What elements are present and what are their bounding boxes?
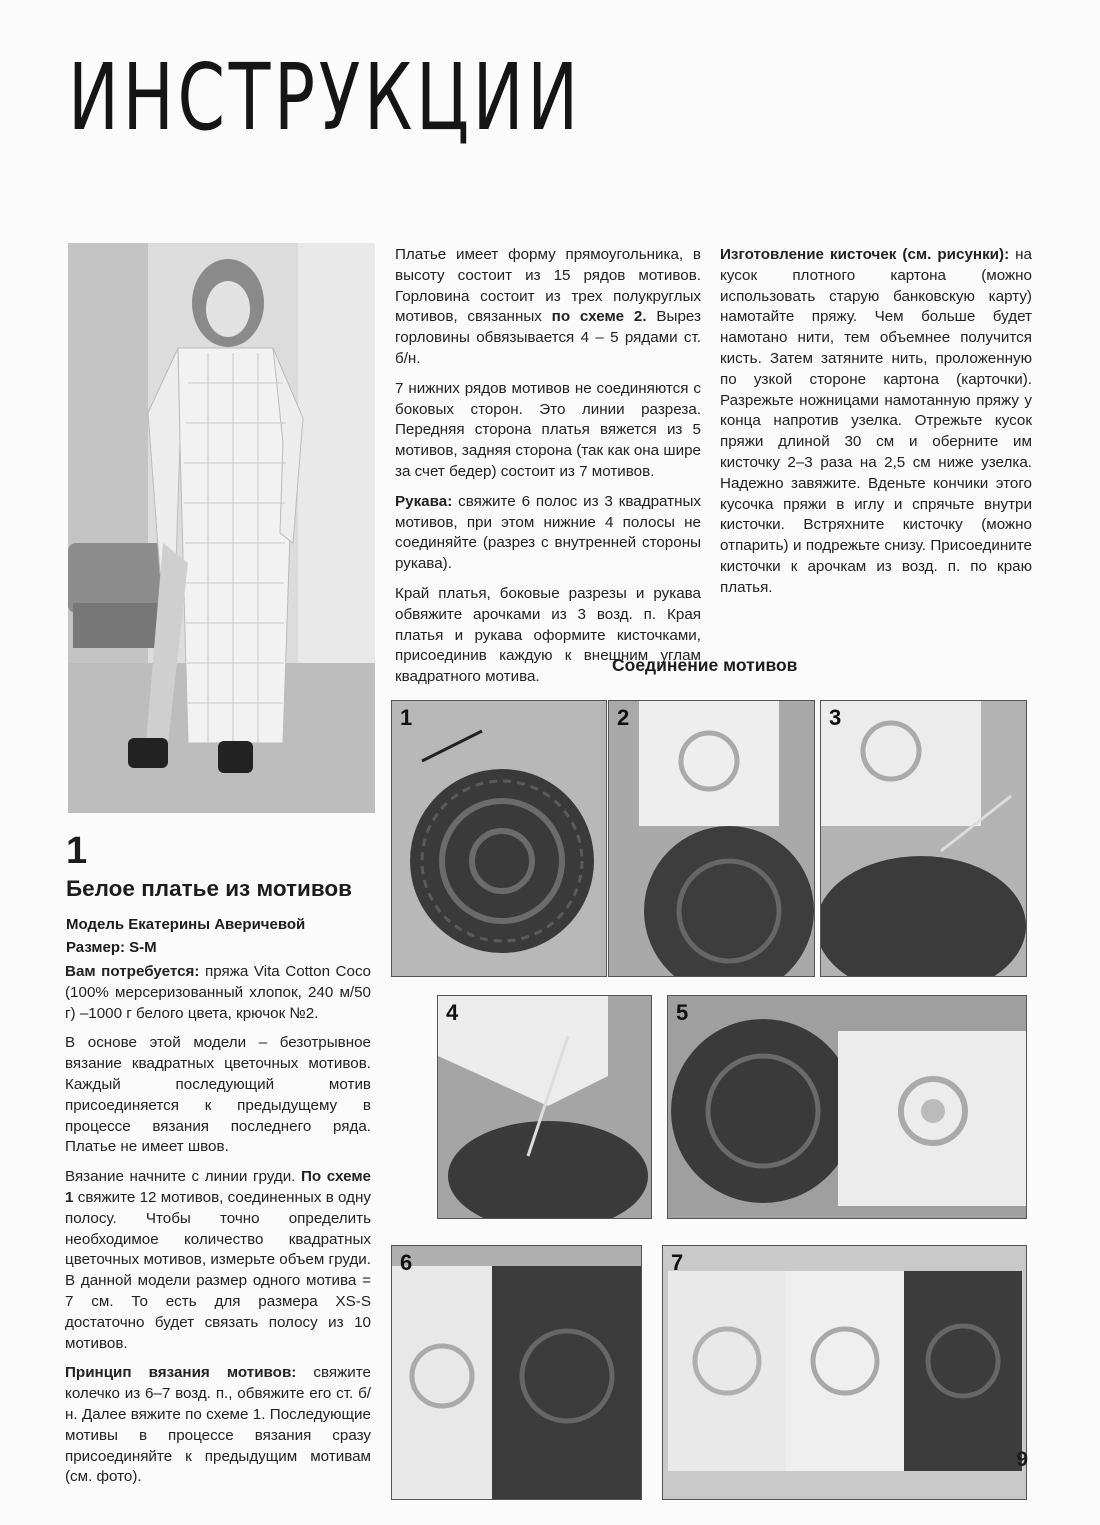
page-number: 9 [1016, 1448, 1028, 1471]
left-column [65, 962, 371, 1497]
shape-text-a: Платье имеет форму прямоугольника, в высоту состоит из 15 рядов мотивов. Горловина состоит из трех полукруглых мотивов, связанных [395, 246, 701, 326]
materials-lead: Вам потребуется: [65, 963, 200, 980]
step-photo-3 [820, 700, 1027, 977]
step-number-2: 2 [617, 705, 630, 730]
tassels-paragraph [720, 245, 1032, 599]
dark-motif-illustration [392, 701, 606, 976]
start-paragraph [65, 1167, 371, 1354]
start-text-a: Вязание начните с линии груди. [65, 1168, 301, 1186]
sleeves-paragraph [395, 492, 701, 575]
shape-paragraph [395, 245, 701, 370]
hook-motif-illustration [438, 996, 651, 1218]
step-number-3: 3 [829, 705, 842, 730]
sleeves-text: свяжите 6 полос из 3 квадратных мотивов, при этом нижние 4 полосы не соединяйте (разрез с внутренней стороны рукава). [395, 492, 701, 573]
joining-heading: Соединение мотивов [612, 655, 798, 675]
step-photo-5 [667, 995, 1027, 1219]
size-label: Размер: S-M [66, 939, 157, 956]
step-photo-7 [662, 1245, 1027, 1500]
materials-text: пряжа Vita Cotton Coco (100% мерсеризованный хлопок, 240 м/50 г) –1000 г белого цвета, крючок №2. [65, 963, 371, 1022]
white-dark-join-illustration [392, 1246, 641, 1499]
basis-paragraph: В основе этой модели – безотрывное вязание квадратных цветочных мотивов. Каждый последующий мотив присоединяется к предыдущему в процессе вязания последнего ряда. Платье не имеет швов. [65, 1034, 371, 1156]
start-lead: По схеме 1 [65, 1168, 371, 1206]
materials-paragraph [65, 962, 371, 1024]
article-name: Белое платье из мотивов [66, 876, 352, 901]
edging-paragraph: Край платья, боковые разрезы и рукава обвяжите арочками из 3 возд. п. Края платья и рукава оформите кисточками, присоединив каждую к внешним углам квадратного мотива. [395, 584, 701, 686]
three-motifs-illustration [663, 1246, 1026, 1499]
slits-paragraph: 7 нижних рядов мотивов не соединяются с боковых сторон. Это линии разреза. Передняя сторона платья вяжется из 5 мотивов, задняя сторона (так как она шире за счет бедер) состоит из 7 мотивов. [395, 379, 701, 480]
shape-lead: по схеме 2. [551, 308, 647, 326]
page-title: ИНСТРУКЦИИ [68, 44, 582, 151]
joining-motif-illustration [821, 701, 1026, 976]
step-photo-6 [391, 1245, 642, 1500]
step-number-5: 5 [676, 1000, 689, 1025]
connected-motifs-illustration [668, 996, 1026, 1218]
step-photo-4 [437, 995, 652, 1219]
dress-illustration [68, 243, 375, 813]
tassels-text: на кусок плотного картона (можно использовать старую банковскую карту) намотайте пряжу. Чем больше будет намотано нити, тем объемнее получится кисть. Затем затяните нить, проложенную по узкой стороне картона (карточки). Разрежьте ножницами намотанную пряжу у конца напротив узелка. Отрежьте кусок пряжи длиной 30 см и оберните им кисточку 2–3 раза на 2,5 см ниже узелка. Надежно завяжите. Вденьте кончики этого кусочка пряжи в иглу и спрячьте внутри кисточки. Встряхните кисточку (можно отпарить) и подрежьте снизу. Присоедините кисточки к арочкам из возд. п. по краю платья. [720, 246, 1032, 596]
step-number-6: 6 [400, 1250, 413, 1275]
shape-text-b: Вырез горловины обвязывается 4 – 5 рядами ст. б/н. [395, 308, 701, 367]
step-photo-1 [391, 700, 607, 977]
model-photo [68, 243, 375, 813]
right-column [720, 245, 1032, 608]
step-number-1: 1 [400, 705, 413, 730]
principle-lead: Принцип вязания мотивов: [65, 1364, 297, 1382]
article-number: 1 [66, 830, 88, 872]
principle-text: свяжите колечко из 6–7 возд. п., обвяжите его ст. б/н. Далее вяжите по схеме 1. Последующие мотивы в процессе вязания сразу присоединяйте к предыдущим мотивам (см. фото). [65, 1364, 372, 1486]
model-author: Модель Екатерины Аверичевой [66, 916, 306, 933]
tassels-lead: Изготовление кисточек (см. рисунки): [720, 246, 1010, 263]
start-text-b: свяжите 12 мотивов, соединенных в одну полосу. Чтобы точно определить необходимое количество квадратных цветочных мотивов, измерьте объем груди. В данной модели размер одного мотива = 7 см. То есть для размера XS-S достаточно будет связать полосу из 10 мотивов. [65, 1188, 371, 1352]
sleeves-lead: Рукава: [395, 492, 453, 510]
middle-column [395, 245, 701, 697]
principle-paragraph [65, 1363, 371, 1488]
white-dark-motif-illustration [609, 701, 814, 976]
step-number-7: 7 [671, 1250, 684, 1275]
step-number-4: 4 [446, 1000, 459, 1025]
step-photo-2 [608, 700, 815, 977]
